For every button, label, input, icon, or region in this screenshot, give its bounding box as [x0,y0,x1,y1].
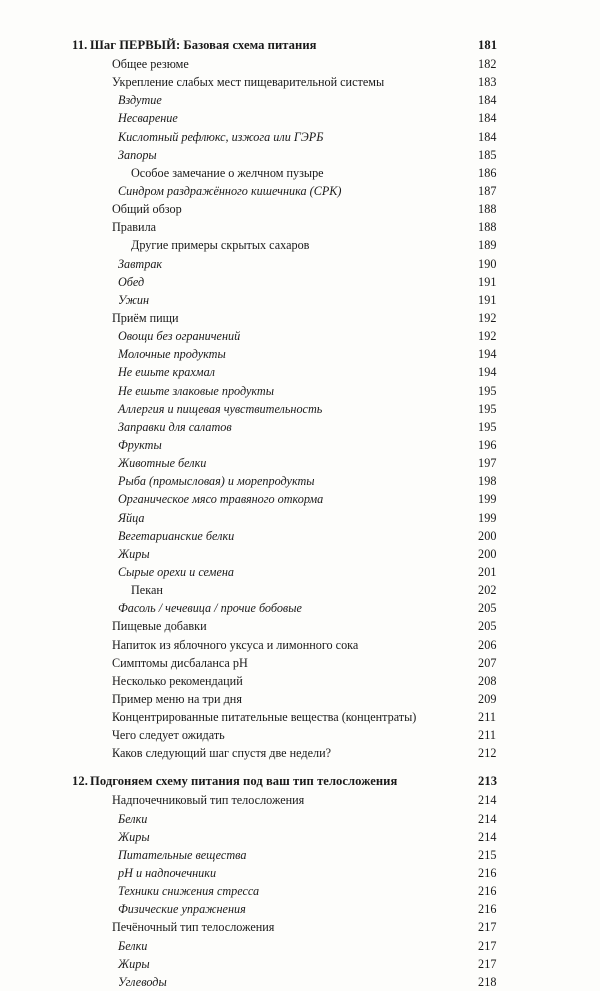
toc-entry-page-number: 199 [478,492,497,507]
toc-entry-title: Жиры [118,956,150,971]
toc-entry-title: Не ешьте крахмал [118,365,215,380]
toc-entry[interactable] [0,345,600,363]
toc-entry-page-number: 188 [478,202,497,217]
toc-entry-page-number: 214 [478,811,497,826]
toc-entry[interactable] [0,563,600,581]
toc-entry-page-number: 192 [478,310,497,325]
toc-entry-title: Несколько рекомендаций [112,673,243,688]
toc-entry[interactable] [0,636,600,654]
toc-entry-title: Белки [118,938,148,953]
toc-entry-page-number: 197 [478,456,497,471]
toc-entry-page-number: 215 [478,847,497,862]
toc-entry-title: pH и надпочечники [118,866,217,881]
toc-entry[interactable] [0,654,600,672]
toc-entry[interactable] [0,382,600,400]
toc-entry-title: Симптомы дисбаланса pH [112,655,248,670]
toc-entry-page-number: 216 [478,884,497,899]
toc-entry[interactable] [0,200,600,218]
toc-entry-title: Заправки для салатов [118,419,232,434]
toc-entry[interactable] [0,182,600,200]
toc-entry-title: Концентрированные питательные вещества (концентраты) [112,710,417,725]
toc-entry-title: Подгоняем схему питания под ваш тип телосложения [90,774,398,789]
toc-entry[interactable] [0,490,600,508]
toc-entry[interactable] [0,291,600,309]
toc-entry[interactable] [0,846,600,864]
toc-entry-page-number: 187 [478,183,497,198]
toc-entry-page-number: 206 [478,637,497,652]
toc-entry-page-number: 218 [478,974,497,989]
toc-entry-title: Особое замечание о желчном пузыре [131,165,324,180]
toc-entry[interactable] [0,955,600,973]
toc-entry-page-number: 208 [478,673,497,688]
toc-entry-page-number: 188 [478,220,497,235]
toc-entry[interactable] [0,882,600,900]
toc-entry-page-number: 217 [478,938,497,953]
toc-entry-title: Углеводы [118,974,167,989]
toc-entry-title: Рыба (промысловая) и морепродукты [118,474,315,489]
toc-entry-title: Кислотный рефлюкс, изжога или ГЭРБ [118,129,324,144]
toc-entry-page-number: 195 [478,401,497,416]
toc-entry[interactable] [0,436,600,454]
toc-entry[interactable] [0,273,600,291]
toc-entry[interactable] [0,509,600,527]
toc-entry-title: Пекан [131,583,163,598]
toc-entry-page-number: 212 [478,746,497,761]
toc-entry[interactable] [0,128,600,146]
toc-entry-title: Другие примеры скрытых сахаров [131,238,310,253]
toc-entry-title: Синдром раздражённого кишечника (СРК) [118,183,342,198]
toc-entry-title: Общий обзор [112,202,182,217]
toc-entry[interactable] [0,617,600,635]
toc-entry-title: Приём пищи [112,310,179,325]
toc-entry-title: Не ешьте злаковые продукты [118,383,274,398]
toc-entry[interactable] [0,454,600,472]
toc-entry-page-number: 217 [478,920,497,935]
toc-entry[interactable] [0,91,600,109]
toc-entry-page-number: 211 [478,710,497,725]
toc-entry-page-number: 185 [478,147,497,162]
toc-entry-title: Несварение [118,111,178,126]
toc-entry[interactable] [0,810,600,828]
toc-entry[interactable] [0,791,600,809]
toc-entry-title: Каков следующий шаг спустя две недели? [112,746,332,761]
toc-entry[interactable] [0,690,600,708]
toc-entry[interactable] [0,327,600,345]
toc-entry-title: Овощи без ограничений [118,329,241,344]
toc-chapter-entry[interactable] [0,36,600,55]
toc-entry-page-number: 190 [478,256,497,271]
toc-entry-page-number: 191 [478,292,497,307]
toc-entry[interactable] [0,581,600,599]
toc-entry[interactable] [0,55,600,73]
toc-entry[interactable] [0,73,600,91]
toc-entry-number: 12. [72,774,89,789]
toc-entry-title: Физические упражнения [118,902,246,917]
toc-entry-page-number: 201 [478,564,497,579]
toc-entry[interactable] [0,236,600,254]
toc-entry-page-number: 217 [478,956,497,971]
toc-entry[interactable] [0,744,600,762]
toc-entry[interactable] [0,937,600,955]
toc-entry-page-number: 195 [478,419,497,434]
toc-entry-title: Пример меню на три дня [112,691,242,706]
toc-entry-page-number: 186 [478,165,497,180]
toc-entry-page-number: 216 [478,902,497,917]
toc-entry[interactable] [0,363,600,381]
toc-entry-page-number: 184 [478,111,497,126]
toc-entry[interactable] [0,973,600,991]
toc-entry-title: Техники снижения стресса [118,884,260,899]
toc-entry[interactable] [0,418,600,436]
toc-entry[interactable] [0,255,600,273]
toc-entry-title: Напиток из яблочного уксуса и лимонного сока [112,637,359,652]
toc-entry[interactable] [0,527,600,545]
toc-entry-page-number: 214 [478,829,497,844]
toc-entry-page-number: 202 [478,583,497,598]
toc-entry[interactable] [0,545,600,563]
toc-entry-page-number: 191 [478,274,497,289]
toc-entry[interactable] [0,918,600,936]
toc-entry-title: Органическое мясо травяного откорма [118,492,324,507]
toc-entry-page-number: 200 [478,528,497,543]
toc-entry-title: Молочные продукты [118,347,226,362]
toc-entry-title: Яйца [118,510,145,525]
toc-entry-title: Аллергия и пищевая чувствительность [118,401,323,416]
toc-entry-title: Фрукты [118,437,162,452]
toc-entry-title: Сырые орехи и семена [118,564,234,579]
toc-entry-page-number: 195 [478,383,497,398]
toc-entry-page-number: 192 [478,329,497,344]
toc-entry-title: Надпочечниковый тип телосложения [112,793,305,808]
toc-entry-page-number: 205 [478,601,497,616]
toc-entry-page-number: 211 [478,728,497,743]
toc-entry-title: Шаг ПЕРВЫЙ: Базовая схема питания [90,38,317,52]
toc-entry[interactable] [0,864,600,882]
toc-entry[interactable] [0,218,600,236]
toc-entry-page-number: 216 [478,866,497,881]
toc-entry-page-number: 189 [478,238,497,253]
toc-entry[interactable] [0,726,600,744]
toc-entry-title: Животные белки [118,456,207,471]
toc-entry-page-number: 205 [478,619,497,634]
toc-entry-title: Вздутие [118,93,162,108]
toc-entry-title: Обед [118,274,145,289]
toc-entry-page-number: 196 [478,437,497,452]
toc-entry[interactable] [0,109,600,127]
toc-entry-title: Питательные вещества [118,847,247,862]
toc-entry-page-number: 183 [478,75,497,90]
toc-entry-page-number: 209 [478,691,497,706]
toc-entry-page-number: 184 [478,93,497,108]
toc-entry-page-number: 182 [478,57,497,71]
toc-entry-title: Жиры [118,546,150,561]
toc-chapter-entry[interactable] [0,772,600,791]
toc-entry-page-number: 200 [478,546,497,561]
toc-entry[interactable] [0,472,600,490]
toc-entry-title: Правила [112,220,157,235]
toc-entry-title: Белки [118,811,148,826]
toc-entry[interactable] [0,164,600,182]
toc-entry-page-number: 194 [478,347,497,362]
toc-entry-page-number: 199 [478,510,497,525]
toc-entry-title: Укрепление слабых мест пищеварительной системы [112,75,385,90]
toc-entry-page-number: 194 [478,365,497,380]
toc-entry[interactable] [0,146,600,164]
toc-entry-title: Вегетарианские белки [118,528,235,543]
toc-entry-number: 11. [72,38,88,52]
toc-entry[interactable] [0,900,600,918]
toc-entry-title: Чего следует ожидать [112,728,225,743]
toc-entry-page-number: 213 [478,774,498,789]
toc-entry[interactable] [0,828,600,846]
toc-entry-page-number: 181 [478,38,498,52]
toc-entry[interactable] [0,309,600,327]
toc-entry[interactable] [0,599,600,617]
toc-entry-title: Ужин [118,292,150,307]
toc-entry[interactable] [0,708,600,726]
toc-entry-page-number: 207 [478,655,497,670]
toc-entry-page-number: 214 [478,793,497,808]
toc-entry-title: Жиры [118,829,150,844]
toc-entry[interactable] [0,672,600,690]
toc-entry-title: Запоры [118,147,157,162]
toc-entry-page-number: 198 [478,474,497,489]
toc-entry-title: Завтрак [118,256,163,271]
toc-entry[interactable] [0,400,600,418]
toc-entry-title: Пищевые добавки [112,619,207,634]
toc-entry-title: Печёночный тип телосложения [112,920,275,935]
toc-entry-page-number: 184 [478,129,497,144]
toc-entry-title: Общее резюме [112,57,189,71]
toc-entry-title: Фасоль / чечевица / прочие бобовые [118,601,302,616]
